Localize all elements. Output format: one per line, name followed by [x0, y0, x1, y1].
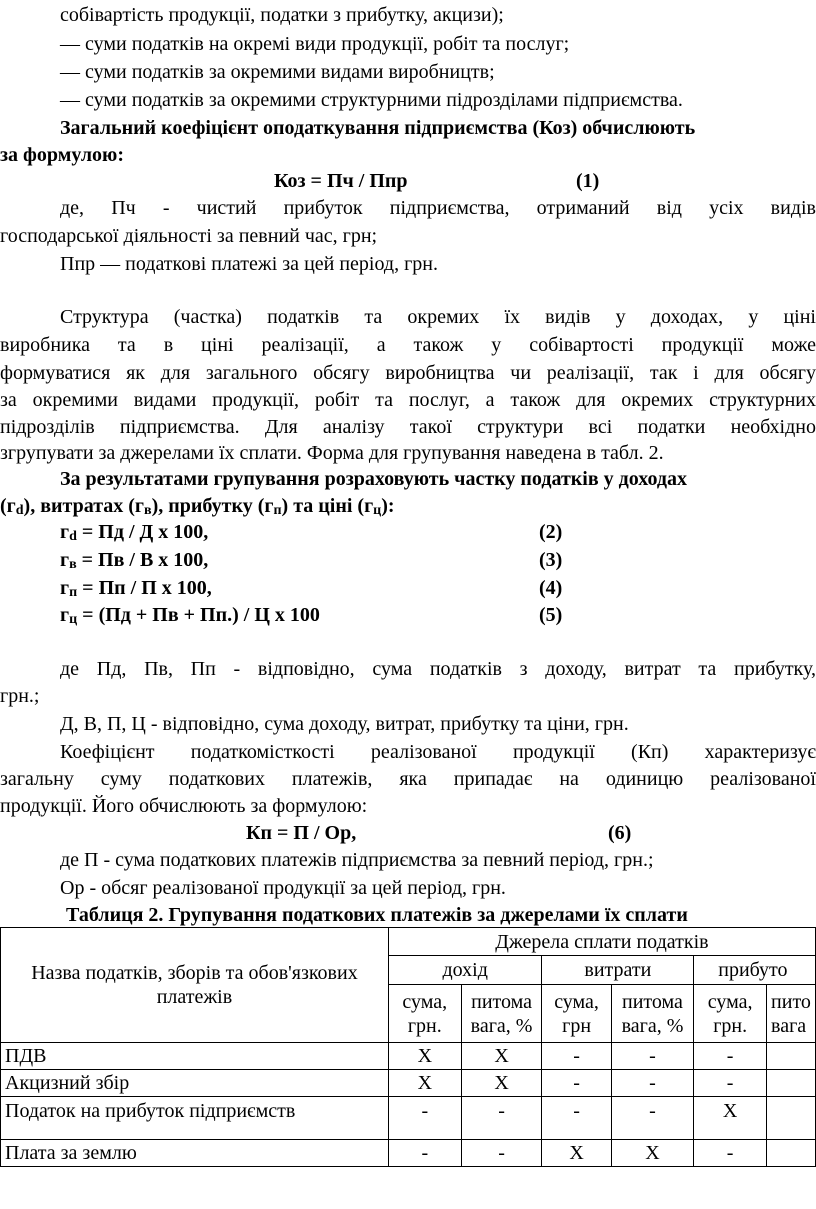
paragraph-line: формуватися як для загального обсягу виробництва чи реалізації, так і для обсягу: [0, 362, 816, 384]
text-line: господарської діяльності за певний час, грн;: [0, 225, 378, 247]
text-line: Д, В, П, Ц - відповідно, сума доходу, витрат, прибутку та ціни, грн.: [60, 713, 629, 735]
table-cell: -: [388, 1140, 461, 1167]
table-cell: -: [694, 1140, 767, 1167]
subheader-cell: пито вага: [767, 985, 816, 1043]
list-item: — суми податків за окремими структурними підрозділами підприємства.: [60, 89, 683, 111]
table-cell: Х: [388, 1070, 461, 1097]
paragraph-line: Структура (частка) податків та окремих їх видів у доходах, у ціні: [60, 306, 816, 328]
formula-1-number: (1): [576, 170, 600, 192]
text-line: Ппр — податкові платежі за цей період, грн.: [60, 253, 438, 275]
text-line: де Пд, Пв, Пп - відповідно, сума податків з доходу, витрат та прибутку,: [60, 658, 816, 680]
formula-4-number: (4): [539, 577, 563, 599]
table-row: [1, 1043, 816, 1070]
paragraph-line: виробника та в ціні реалізації, а також у собівартості продукції може: [0, 334, 816, 356]
table-cell: -: [694, 1070, 767, 1097]
bold-line: за формулою:: [0, 144, 124, 166]
table-cell: -: [542, 1097, 611, 1140]
subheader-cell: сума, грн.: [388, 985, 461, 1043]
table-row: [1, 1097, 816, 1140]
table-cell: [767, 1070, 816, 1097]
list-item: — суми податків на окремі види продукції, робіт та послуг;: [60, 33, 570, 55]
table-cell: -: [611, 1070, 694, 1097]
bold-line: Загальний коефіцієнт оподаткування підприємства (Коз) обчислюють: [60, 117, 696, 139]
table-cell: [767, 1140, 816, 1167]
table-cell: -: [542, 1043, 611, 1070]
table-cell: Х: [611, 1140, 694, 1167]
table-cell: -: [461, 1140, 542, 1167]
subheader-cell: питома вага, %: [461, 985, 542, 1043]
formula-5-number: (5): [539, 604, 563, 626]
table-cell: -: [542, 1070, 611, 1097]
table-cell: Х: [542, 1140, 611, 1167]
paragraph-line: згрупувати за джерелами їх сплати. Форма для групування наведена в табл. 2.: [0, 442, 664, 464]
text-line: грн.;: [0, 685, 40, 707]
row-name: Плата за землю: [1, 1140, 389, 1167]
table-cell: Х: [461, 1043, 542, 1070]
table-cell: -: [694, 1043, 767, 1070]
group-header-expenses: витрати: [542, 956, 694, 985]
table-cell: -: [461, 1097, 542, 1140]
paragraph-line: за окремими видами продукції, робіт та послуг, а також для окремих структурних: [0, 389, 816, 411]
table-cell: -: [388, 1097, 461, 1140]
subheader-cell: сума, грн: [542, 985, 611, 1043]
group-header-income: дохід: [388, 956, 542, 985]
subheader-cell: питома вага, %: [611, 985, 694, 1043]
table-cell: -: [611, 1097, 694, 1140]
table-row: [1, 1140, 816, 1167]
formula-6: Кп = П / Ор,: [246, 822, 357, 844]
formula-2-number: (2): [539, 521, 563, 543]
subheader-cell: сума, грн.: [694, 985, 767, 1043]
table-cell: -: [611, 1043, 694, 1070]
table-caption: Таблиця 2. Групування податкових платежів за джерелами їх сплати: [66, 904, 688, 926]
text-line: собівартість продукції, податки з прибутку, акцизи);: [60, 4, 504, 26]
formula-5: $г_ц = (Пд$ + Пв + Пп.) / Ц х 100: [60, 604, 320, 627]
paragraph-line: підрозділів підприємства. Для аналізу такої структури всі податки необхідно: [0, 416, 816, 438]
table-cell: Х: [694, 1097, 767, 1140]
text-line: де П - сума податкових платежів підприємства за певний період, грн.;: [60, 849, 654, 871]
bold-line: За результатами групування розраховують частку податків у доходах: [60, 468, 688, 490]
table-row: [1, 1070, 816, 1097]
formula-3: $г_в$ = Пв / В х 100,: [60, 549, 209, 572]
table-cell: [767, 1043, 816, 1070]
formula-4: $г_п$ = Пп / П х 100,: [60, 577, 212, 600]
formula-3-number: (3): [539, 549, 563, 571]
list-item: — суми податків за окремими видами виробництв;: [60, 61, 495, 83]
formula-6-number: (6): [608, 822, 632, 844]
bold-line: $(г_d)$, витратах $(г_в)$, прибутку $(г_п)$ та ціні $(г_ц)$:: [0, 495, 395, 518]
row-name: ПДВ: [1, 1043, 389, 1070]
text-line: де, Пч - чистий прибуток підприємства, отриманий від усіх видів: [60, 197, 816, 219]
table-cell: Х: [388, 1043, 461, 1070]
name-header: Назва податків, зборів та обов'язкових платежів: [1, 928, 389, 1043]
tax-grouping-table: [0, 927, 816, 1167]
text-line: продукції. Його обчислюють за формулою:: [0, 795, 368, 817]
table-cell: [767, 1097, 816, 1140]
formula-1: Коз = Пч / Ппр: [274, 170, 408, 192]
text-line: загальну суму податкових платежів, яка припадає на одиницю реалізованої: [0, 768, 816, 790]
sources-header: Джерела сплати податків: [388, 928, 815, 956]
text-line: Ор - обсяг реалізованої продукції за цей період, грн.: [60, 877, 506, 899]
formula-2: $г_d$ = Пд / Д х 100,: [60, 521, 209, 544]
group-header-profit: прибуто: [694, 956, 816, 985]
text-line: Коефіцієнт податкомісткості реалізованої продукції (Кп) характеризує: [60, 741, 816, 763]
table-cell: Х: [461, 1070, 542, 1097]
row-name: Акцизний збір: [1, 1070, 389, 1097]
row-name: Податок на прибуток підприємств: [1, 1097, 389, 1140]
